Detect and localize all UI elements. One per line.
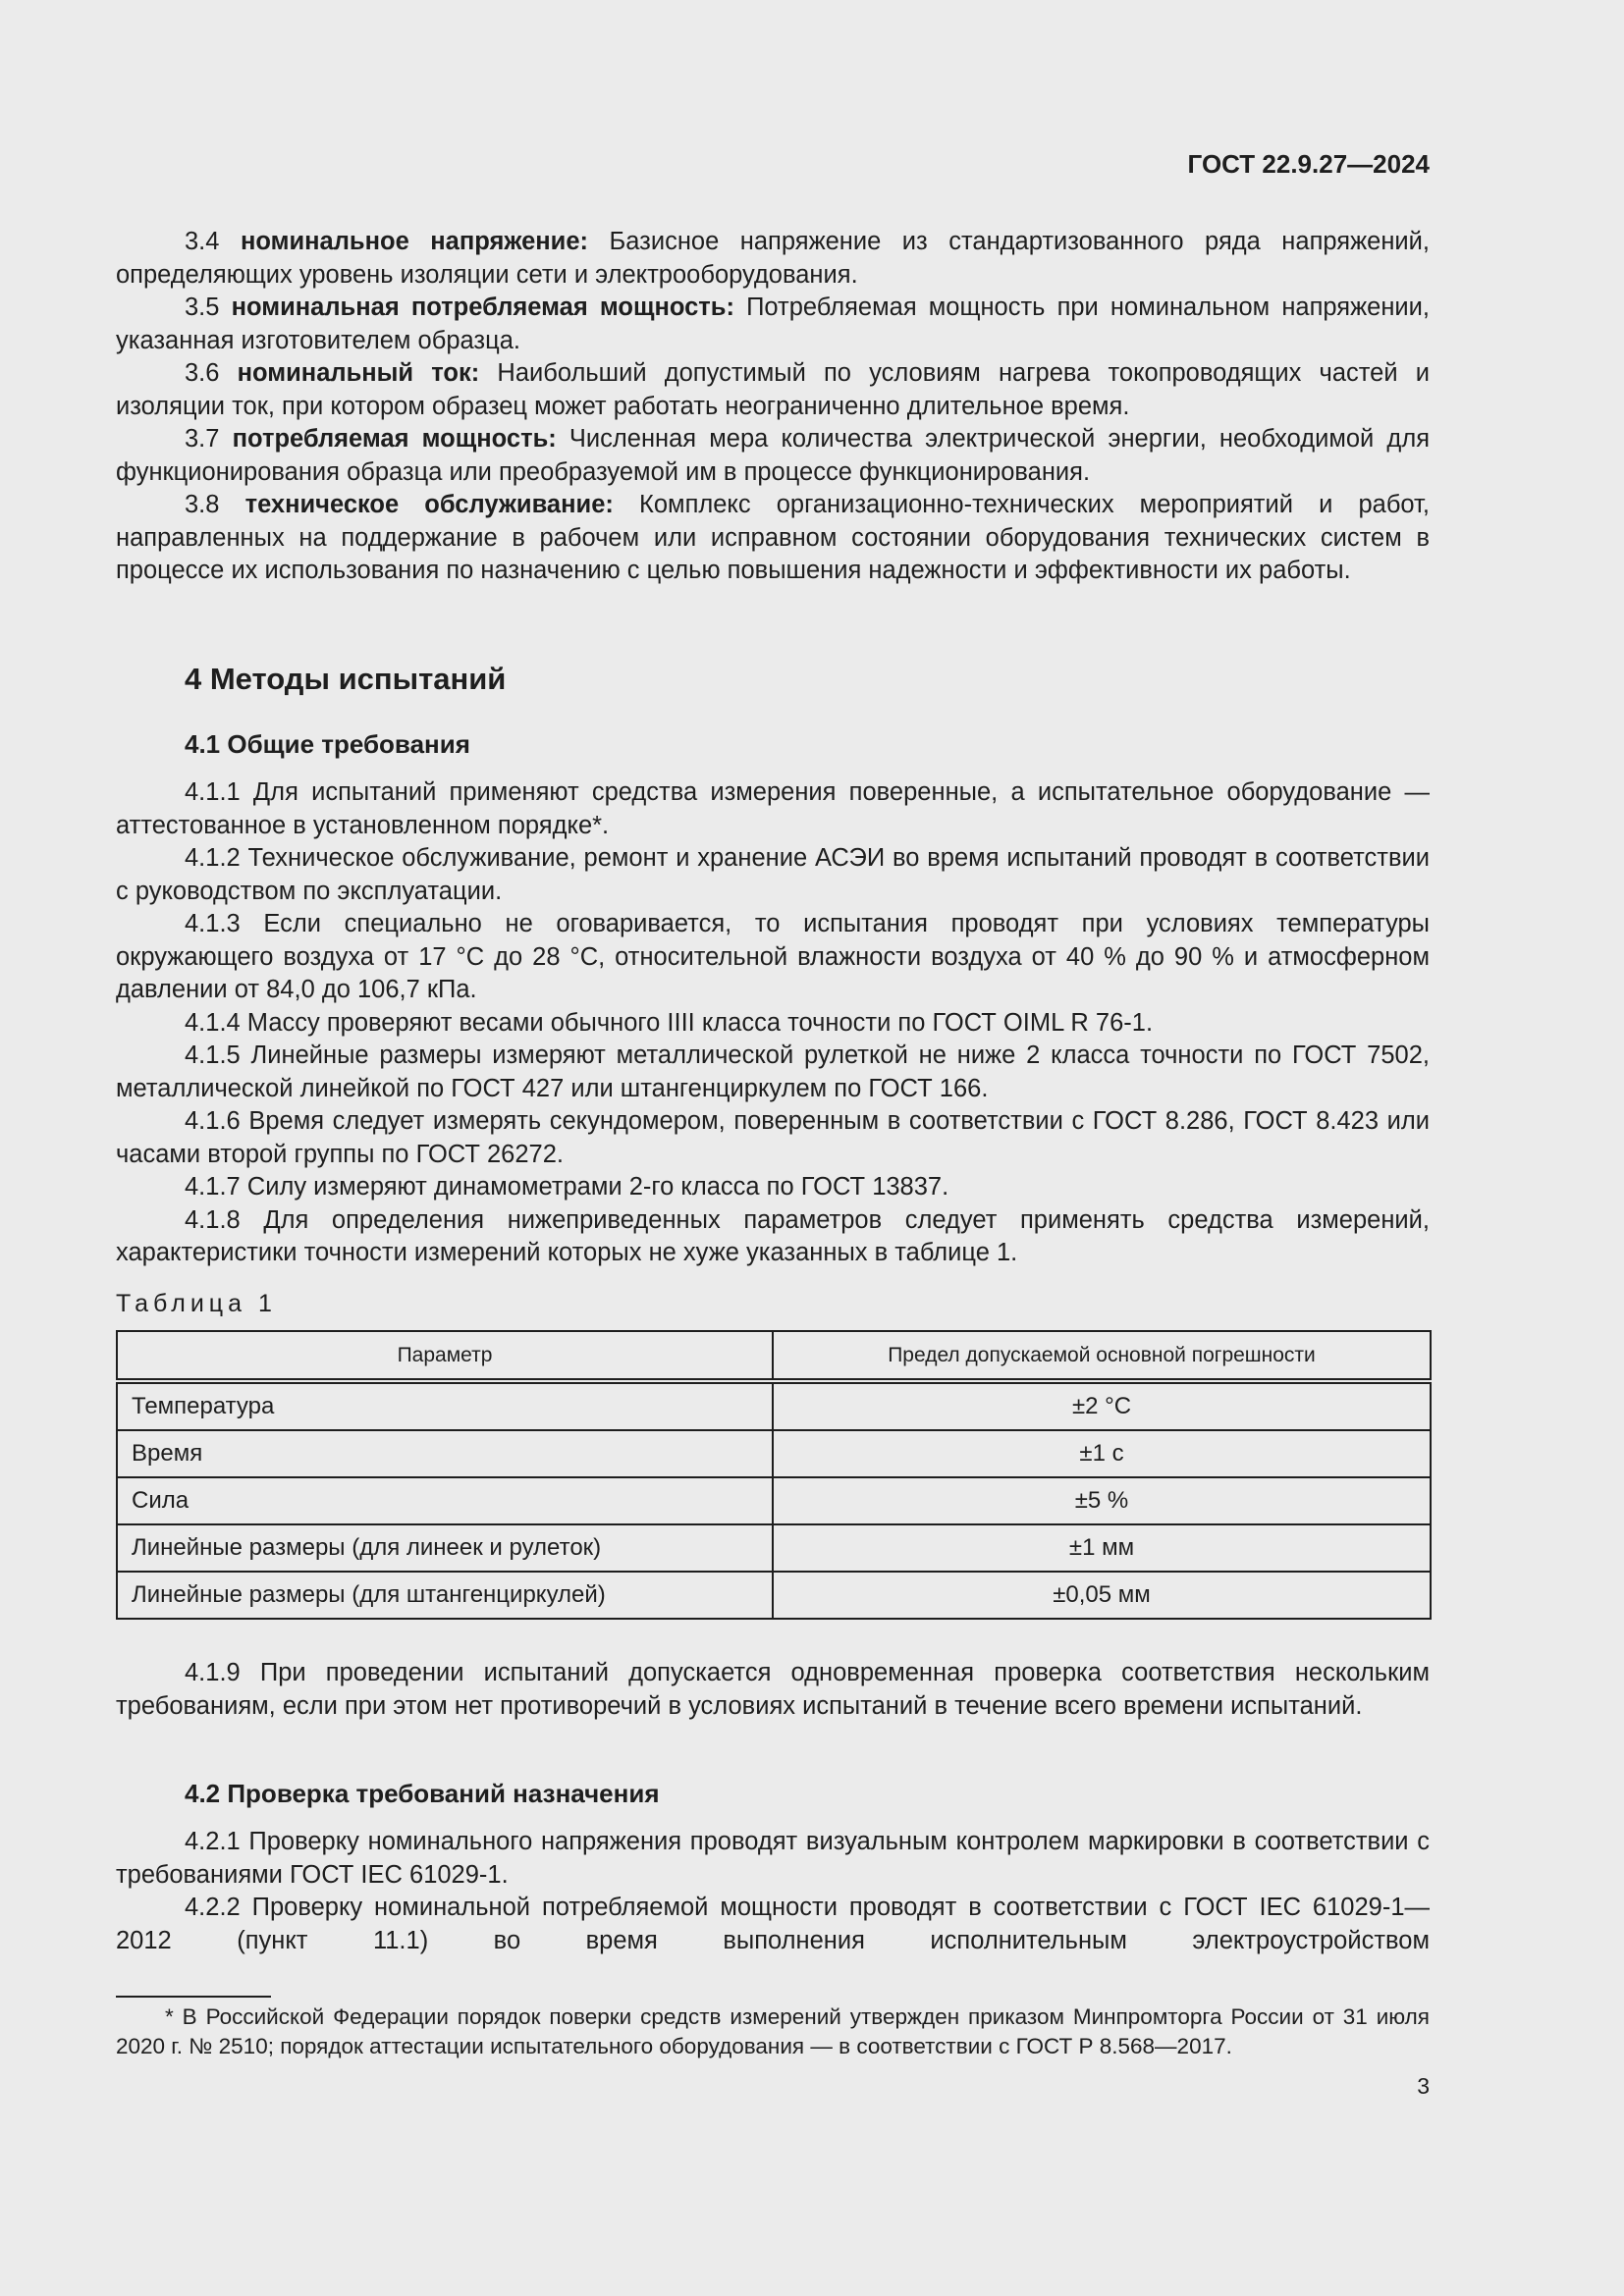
table-row — [117, 1381, 1431, 1430]
table-caption: Таблица 1 — [116, 1290, 277, 1317]
table-cell-error-limit: ±1 мм — [773, 1524, 1431, 1572]
paragraph-4-1-3: 4.1.3 Если специально не оговаривается, то испытания проводят при условиях температуры окружающего воздуха от 17 °С до 28 °С, относительной влажности воздуха от 40 % до 90 % и атмосферном давлении от 84,0 до 106,7 кПа. — [116, 910, 1430, 1003]
table-header-error-limit: Предел допускаемой основной погрешности — [773, 1331, 1431, 1381]
table-cell-parameter: Время — [117, 1430, 773, 1477]
table-row — [117, 1572, 1431, 1619]
table-header-parameter: Параметр — [117, 1331, 773, 1381]
general-requirements-block — [116, 776, 1430, 1270]
definition-3-6: 3.6 номинальный ток: Наибольший допустимый по условиям нагрева токопроводящих частей и изоляции ток, при котором образец может работать неограниченно длительное время. — [116, 359, 1430, 420]
subsection-4-2-heading: 4.2 Проверка требований назначения — [185, 1779, 660, 1808]
page-number: 3 — [1417, 2073, 1430, 2099]
table-cell-error-limit: ±2 °С — [773, 1381, 1431, 1430]
table-cell-error-limit: ±0,05 мм — [773, 1572, 1431, 1619]
paragraph-4-1-4: 4.1.4 Массу проверяют весами обычного IIII класса точности по ГОСТ OIML R 76-1. — [185, 1008, 1154, 1037]
table-cell-error-limit: ±5 % — [773, 1477, 1431, 1524]
paragraph-4-2-1: 4.2.1 Проверку номинального напряжения проводят визуальным контролем маркировки в соответствии с требованиями ГОСТ IEC 61029-1. — [116, 1828, 1430, 1889]
table-cell-parameter: Температура — [117, 1381, 773, 1430]
table-row — [117, 1477, 1431, 1524]
footnote-separator — [116, 1996, 271, 1998]
table-cell-parameter: Линейные размеры (для штангенциркулей) — [117, 1572, 773, 1619]
subsection-4-1-heading: 4.1 Общие требования — [185, 729, 470, 759]
document-code-header: ГОСТ 22.9.27—2024 — [1187, 149, 1430, 179]
paragraph-4-1-9: 4.1.9 При проведении испытаний допускается одновременная проверка соответствия нескольким требованиям, если при этом нет противоречий в условиях испытаний в течение всего времени испытаний. — [116, 1659, 1430, 1720]
definition-3-8: 3.8 техническое обслуживание: Комплекс организационно-технических мероприятий и работ, направленных на поддержание в рабочем или исправном состоянии оборудования технических систем в процессе их использования по назначению с целью повышения надежности и эффективности их работы. — [116, 491, 1430, 584]
paragraph-4-1-1: 4.1.1 Для испытаний применяют средства измерения поверенные, а испытательное оборудование — аттестованное в установленном порядке*. — [116, 778, 1430, 839]
table-cell-error-limit: ±1 с — [773, 1430, 1431, 1477]
paragraph-4-1-9-block — [116, 1657, 1430, 1723]
definition-3-7: 3.7 потребляемая мощность: Численная мера количества электрической энергии, необходимой для функционирования образца или преобразуемой им в процессе функционирования. — [116, 425, 1431, 486]
table-row — [117, 1524, 1431, 1572]
section-4-heading: 4 Методы испытаний — [185, 662, 507, 696]
purpose-requirements-block — [116, 1826, 1430, 1957]
paragraph-4-1-2: 4.1.2 Техническое обслуживание, ремонт и хранение АСЭИ во время испытаний проводят в соответствии с руководством по эксплуатации. — [116, 844, 1430, 905]
paragraph-4-1-5: 4.1.5 Линейные размеры измеряют металлической рулеткой не ниже 2 класса точности по ГОСТ 7502, металлической линейкой по ГОСТ 427 или штангенциркулем по ГОСТ 166. — [116, 1041, 1430, 1102]
footnote: * В Российской Федерации порядок поверки средств измерений утвержден приказом Минпромторга России от 31 июля 2020 г. № 2510; порядок аттестации испытательного оборудования — в соответствии с ГОСТ Р 8.568—2017. — [116, 2004, 1430, 2058]
table-cell-parameter: Линейные размеры (для линеек и рулеток) — [117, 1524, 773, 1572]
paragraph-4-1-6: 4.1.6 Время следует измерять секундомером, поверенным в соответствии с ГОСТ 8.286, ГОСТ 8.423 или часами второй группы по ГОСТ 26272. — [116, 1107, 1430, 1168]
paragraph-4-2-2: 4.2.2 Проверку номинальной потребляемой мощности проводят в соответствии с ГОСТ IEC 61029-1—2012 (пункт 11.1) во время выполнения исполнительным электроустройством — [116, 1894, 1430, 1954]
definition-3-5: 3.5 номинальная потребляемая мощность: Потребляемая мощность при номинальном напряжении, указанная изготовителем образца. — [116, 294, 1430, 354]
table-cell-parameter: Сила — [117, 1477, 773, 1524]
definition-3-4: 3.4 номинальное напряжение: Базисное напряжение из стандартизованного ряда напряжений, определяющих уровень изоляции сети и электрооборудования. — [116, 228, 1430, 289]
measurement-accuracy-table — [116, 1330, 1432, 1620]
definitions-block — [116, 226, 1430, 588]
paragraph-4-1-8: 4.1.8 Для определения нижеприведенных параметров следует применять средства измерений, характеристики точности измерений которых не хуже указанных в таблице 1. — [116, 1205, 1430, 1266]
paragraph-4-1-7: 4.1.7 Силу измеряют динамометрами 2-го класса по ГОСТ 13837. — [185, 1173, 949, 1201]
table-row — [117, 1430, 1431, 1477]
table-header-row — [117, 1331, 1431, 1381]
